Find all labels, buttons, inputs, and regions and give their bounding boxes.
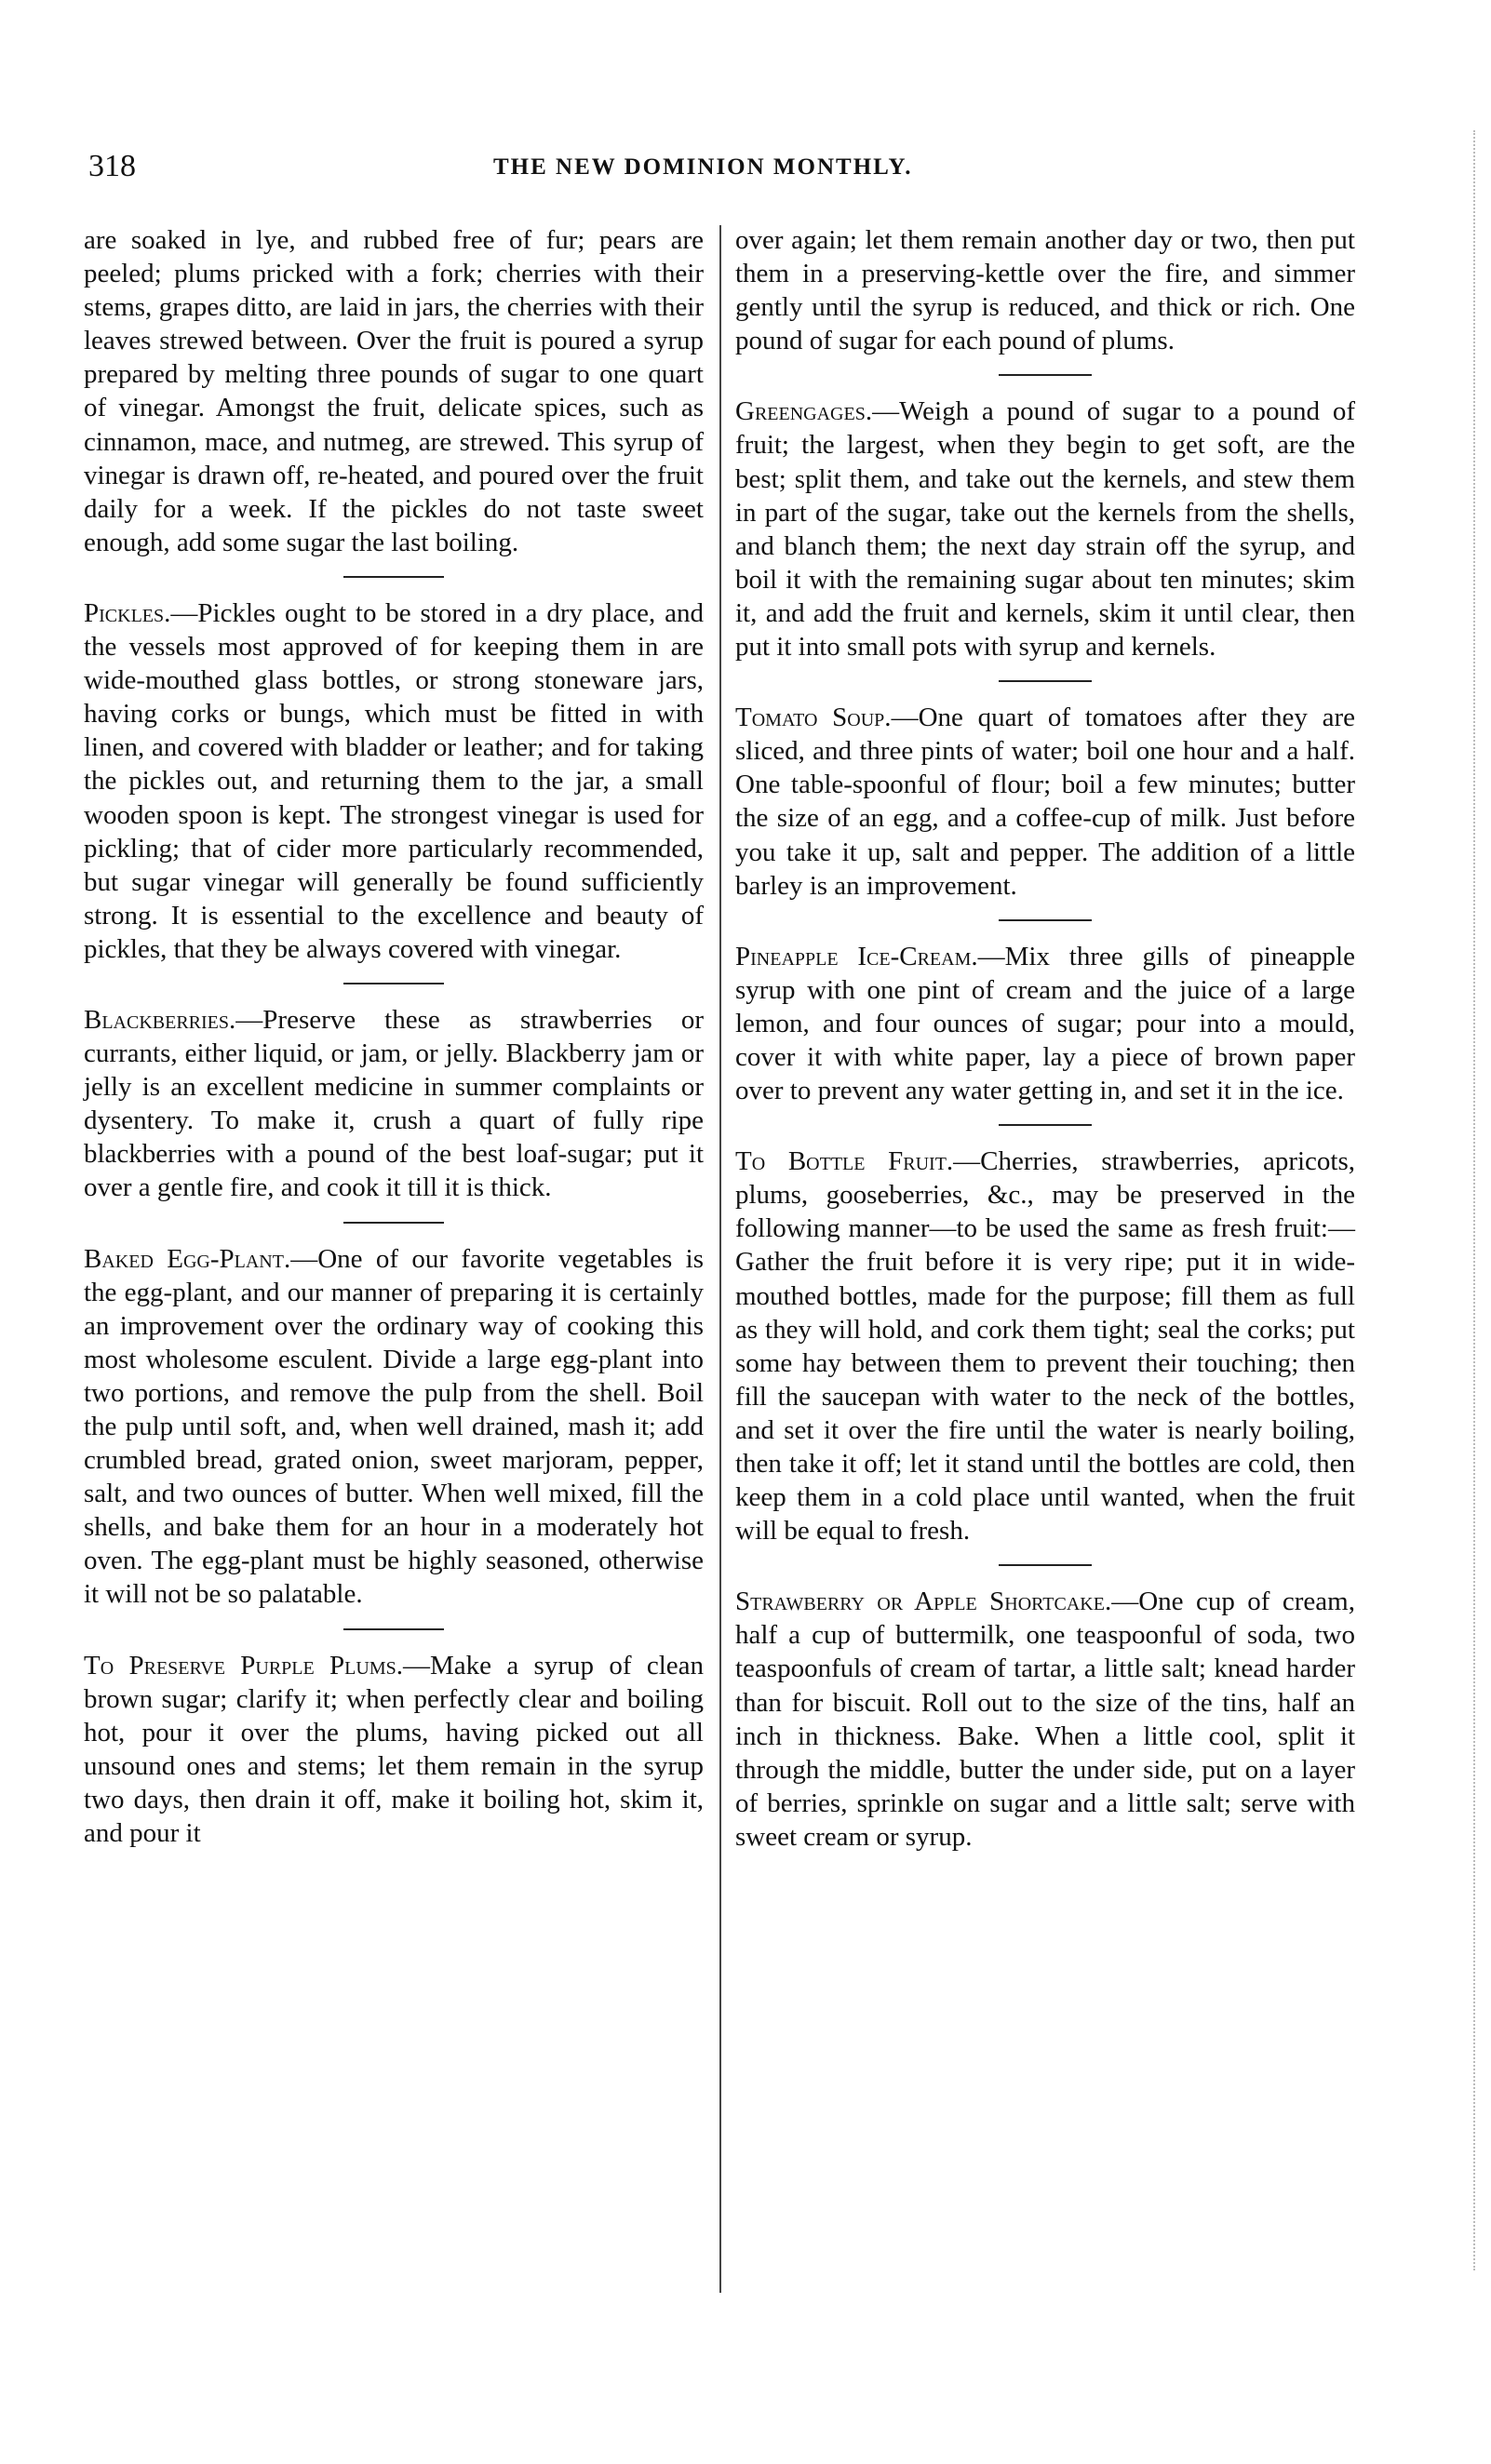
recipe-baked-egg-plant: [84, 1242, 704, 1612]
section-rule: [343, 983, 444, 984]
section-rule: [999, 1564, 1092, 1566]
recipe-blackberries: [84, 1003, 704, 1205]
recipe-text: —Mix three gills of pineapple syrup with one pint of cream and the juice of a large lemon, and four ounces of sugar; pour into a mould, cover it with white paper, lay a piece of brown paper over to prevent any water getting in, and set it in the ice.: [735, 941, 1355, 1106]
column-divider: [719, 225, 721, 2293]
page-number: 318: [88, 149, 136, 183]
recipe-text: —Make a syrup of clean brown sugar; clarify it; when perfectly clear and boiling hot, pour it over the plums, having picked out all unsound ones and stems; let them remain in the syrup two days, then drain it off, make it boiling hot, skim it, and pour it: [84, 1650, 704, 1849]
continued-text: over again; let them remain another day or two, then put them in a preserving-kettle over the fire, and simmer gently until the syrup is reduced, and thick or rich. One pound of sugar for each pound of plums.: [735, 225, 1355, 356]
running-title: THE NEW DOMINION MONTHLY.: [493, 154, 913, 180]
recipe-text: —Weigh a pound of sugar to a pound of fruit; the largest, when they begin to get soft, are the best; split them, and take out the kernels, and stew them in part of the sugar, take out the kernels from the shells, and blanch them; the next day strain off the syrup, and boil it with the remaining sugar about ten minutes; skim it, and add the fruit and kernels, skim it until clear, then put it into small pots with syrup and kernels.: [735, 396, 1355, 663]
recipe-text: —One quart of tomatoes after they are sliced, and three pints of water; boil one hour and a half. One table-spoonful of flour; boil a few minutes; butter the size of an egg, and a coffee-cup of milk. Just before you take it up, salt and pepper. The addition of a little barley is an improvement.: [735, 703, 1355, 901]
page-edge-dots: [1473, 130, 1475, 2270]
recipe-heading: To Preserve Purple Plums.: [84, 1650, 403, 1681]
section-rule: [999, 374, 1092, 376]
recipe-heading: Tomato Soup.: [735, 703, 892, 733]
continued-text: are soaked in lye, and rubbed free of fur; pears are peeled; plums pricked with a fork; cherries with their stems, grapes ditto, are laid in jars, the cherries with their leaves strewed between. Over the fruit is poured a syrup prepared by melting three pounds of sugar to one quart of vinegar. Amongst the fruit, delicate spices, such as cinnamon, mace, and nutmeg, are strewed. This syrup of vinegar is drawn off, re-heated, and poured over the fruit daily for a week. If the pickles do not taste sweet enough, add some sugar the last boiling.: [84, 225, 704, 557]
recipe-pickles: [84, 596, 704, 966]
section-rule: [999, 680, 1092, 682]
section-rule: [343, 576, 444, 578]
recipe-heading: Baked Egg-Plant.: [84, 1243, 291, 1274]
recipe-heading: Pickles.: [84, 597, 171, 628]
recipe-shortcake: [735, 1585, 1355, 1854]
recipe-text: —Pickles ought to be stored in a dry place, and the vessels most approved of for keeping them in are wide-mouthed glass bottles, or strong stoneware jars, having corks or bungs, which must be fitted in with linen, and covered with bladder or leather; and for taking the pickles out, and returning them to the jar, a small wooden spoon is kept. The strongest vinegar is used for pickling; that of cider more particularly recommended, but sugar vinegar will generally be found sufficiently strong. It is essential to the excellence and beauty of pickles, that they be always covered with vinegar.: [84, 597, 704, 964]
recipe-purple-plums: [84, 1649, 704, 1851]
recipe-heading: To Bottle Fruit.: [735, 1146, 954, 1177]
left-column: [84, 223, 704, 1850]
page-header: [88, 149, 1391, 195]
recipe-text: —One cup of cream, half a cup of buttermilk, one teaspoonful of soda, two teaspoonfuls of cream of tartar, a little salt; knead harder than for biscuit. Roll out to the size of the tins, half an inch in thickness. Bake. When a little cool, split it through the middle, butter the under side, put on a layer of berries, sprinkle on sugar and a little salt; serve with sweet cream or syrup.: [735, 1587, 1355, 1852]
recipe-heading: Blackberries.: [84, 1004, 236, 1035]
recipe-tomato-soup: [735, 701, 1355, 903]
recipe-text: —One of our favorite vegetables is the egg-plant, and our manner of preparing it is certainly an improvement over the ordinary way of cooking this most wholesome esculent. Divide a large egg-plant into two portions, and remove the pulp from the shell. Boil the pulp until soft, and, when well drained, mash it; add crumbled bread, grated onion, sweet marjoram, pepper, salt, and two ounces of butter. When well mixed, fill the shells, and bake them for an hour in a moderately hot oven. The egg-plant must be highly seasoned, otherwise it will not be so palatable.: [84, 1243, 704, 1610]
section-rule: [343, 1222, 444, 1224]
recipe-greengages: [735, 395, 1355, 663]
recipe-text: —Preserve these as strawberries or currants, either liquid, or jam, or jelly. Blackberry jam or jelly is an excellent medicine in summer complaints or dysentery. To make it, crush a quart of fully ripe blackberries with a pound of the best loaf-sugar; put it over a gentle fire, and cook it till it is thick.: [84, 1004, 704, 1203]
recipe-heading: Pineapple Ice-Cream.: [735, 941, 978, 971]
recipe-bottle-fruit: [735, 1145, 1355, 1547]
recipe-heading: Greengages.: [735, 396, 873, 427]
section-rule: [999, 919, 1092, 921]
section-rule: [343, 1628, 444, 1630]
recipe-heading: Strawberry or Apple Shortcake.: [735, 1587, 1112, 1617]
right-column: [735, 223, 1355, 1854]
recipe-pineapple-ice-cream: [735, 940, 1355, 1107]
recipe-text: —Cherries, strawberries, apricots, plums, gooseberries, &c., may be preserved in the following manner—to be used the same as fresh fruit:—Gather the fruit before it is very ripe; put it in wide-mouthed bottles, made for the purpose; fill them as full as they will hold, and cork them tight; seal the corks; put some hay between them to prevent their touching; then fill the saucepan with water to the neck of the bottles, and set it over the fire until the water is nearly boiling, then take it off; let it stand until the bottles are cold, then keep them in a cold place until wanted, when the fruit will be equal to fresh.: [735, 1146, 1355, 1547]
section-rule: [999, 1124, 1092, 1126]
